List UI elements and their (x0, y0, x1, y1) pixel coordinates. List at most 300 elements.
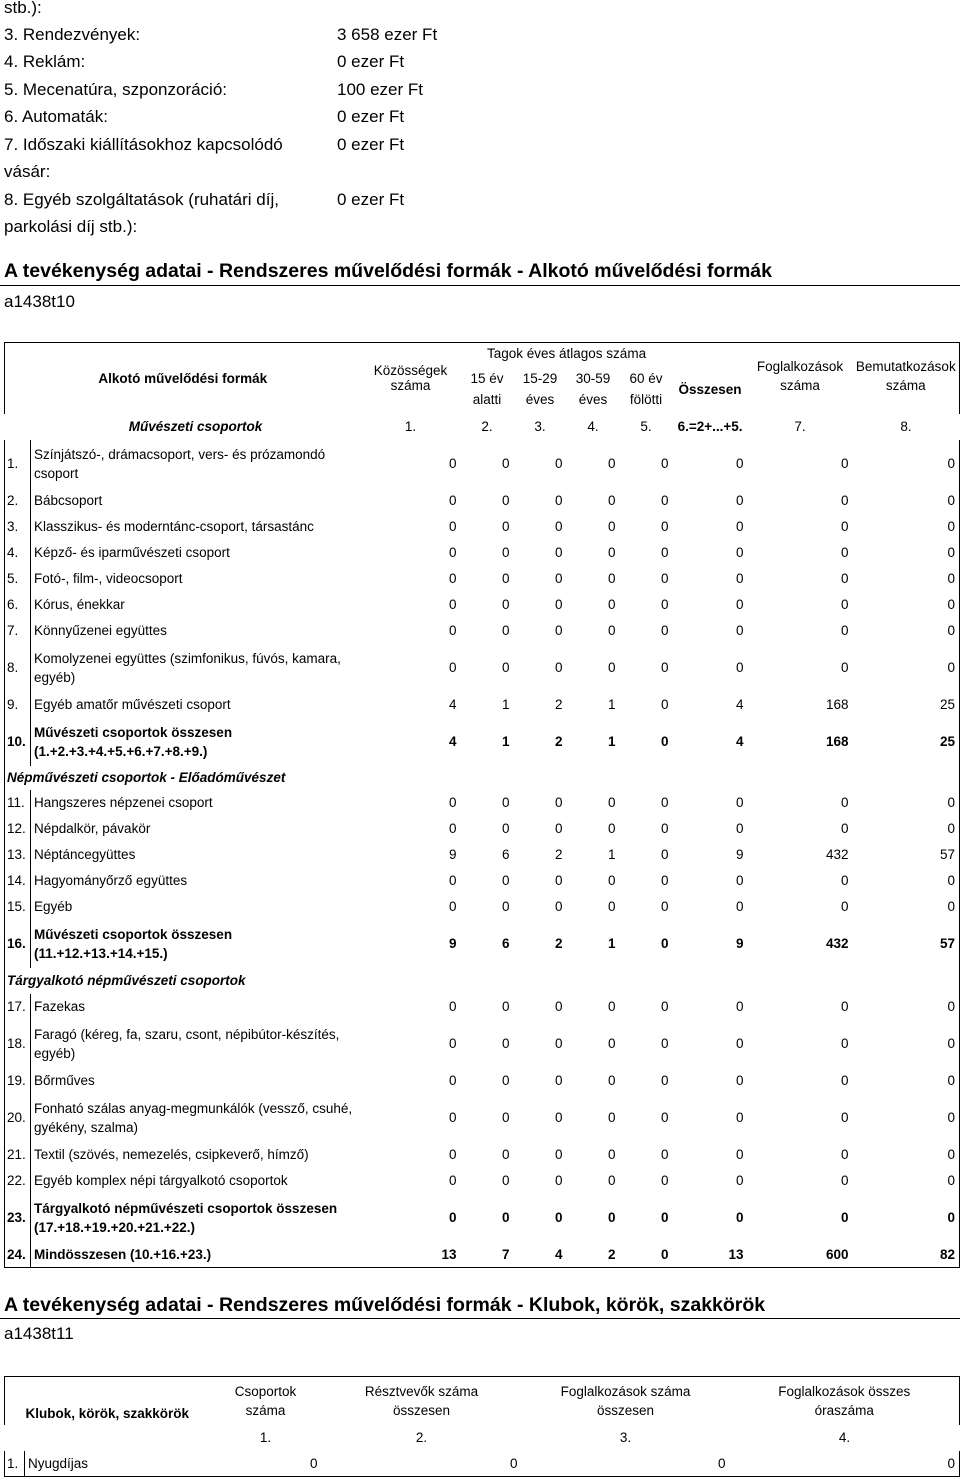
value-cell: 0 (608, 1173, 616, 1188)
participants-header (322, 1377, 522, 1425)
value-cell: 0 (555, 1073, 563, 1088)
row-number: 5. (5, 566, 31, 592)
row-number: 19. (5, 1068, 31, 1094)
section-title: A tevékenység adatai - Rendszeres művelődési formák - Alkotó művelődési formák (4, 260, 772, 282)
value-cell: 0 (736, 1147, 744, 1162)
value-cell: 0 (608, 456, 616, 471)
col-index: 5. (640, 419, 652, 434)
value-cell: 0 (736, 899, 744, 914)
value-cell: 1 (502, 734, 510, 749)
row-number: 10. (5, 718, 31, 766)
value-cell: 0 (853, 1168, 960, 1194)
value-cell: 0 (736, 597, 744, 612)
header-line: alatti (472, 392, 502, 407)
value-cell: 0 (853, 488, 960, 514)
col-index: 1. (404, 419, 417, 434)
row-number: 2. (5, 488, 31, 514)
value-cell: 0 (449, 545, 457, 560)
col-index: 2. (415, 1430, 428, 1445)
value-cell: 0 (449, 1036, 457, 1051)
value-cell: 0 (502, 1147, 510, 1162)
value-cell: 0 (449, 821, 457, 836)
value-cell: 0 (661, 697, 669, 712)
total-header: Összesen (678, 381, 742, 397)
value-cell: 0 (555, 519, 563, 534)
row-number: 7. (5, 618, 31, 644)
row-number: 21. (5, 1142, 31, 1168)
row-number: 22. (5, 1168, 31, 1194)
income-label: 5. Mecenatúra, szponzoráció: (4, 80, 228, 99)
value-cell: 0 (841, 571, 849, 586)
value-cell: 0 (555, 493, 563, 508)
row-label: Faragó (kéreg, fa, szaru, csont, népibútor-készítés, egyéb) (31, 1020, 361, 1068)
header-line: Csoportok (234, 1383, 297, 1399)
header-line: éves (525, 392, 555, 407)
row-label: Komolyzenei együttes (szimfonikus, fúvós, kamara, egyéb) (31, 644, 361, 692)
shows-header (853, 343, 960, 414)
value-cell: 0 (555, 795, 563, 810)
value-cell: 0 (502, 493, 510, 508)
sessions-header (748, 343, 853, 414)
value-cell: 0 (736, 660, 744, 675)
header-line: Foglalkozások összes (778, 1383, 911, 1399)
row-number: 12. (5, 816, 31, 842)
row-number: 23. (5, 1194, 31, 1242)
value-cell: 0 (661, 1036, 669, 1051)
row-label: Bábcsoport (31, 488, 361, 514)
table-row (5, 592, 960, 618)
table-code: a1438t10 (4, 292, 75, 311)
value-cell: 0 (661, 1173, 669, 1188)
value-cell: 0 (449, 1073, 457, 1088)
value-cell: 2 (555, 936, 563, 951)
value-cell: 0 (608, 660, 616, 675)
col-index: 4. (587, 419, 599, 434)
value-cell: 0 (555, 1147, 563, 1162)
value-cell: 9 (736, 847, 744, 862)
value-cell: 0 (736, 821, 744, 836)
value-cell: 0 (841, 1210, 849, 1225)
value-cell: 0 (661, 519, 669, 534)
value-cell: 0 (736, 456, 744, 471)
value-cell: 0 (736, 1073, 744, 1088)
value-cell: 0 (736, 795, 744, 810)
income-label: 7. Időszaki kiállításokhoz kapcsolódó (4, 135, 283, 154)
value-cell: 0 (853, 440, 960, 488)
value-cell: 0 (841, 999, 849, 1014)
value-cell: 9 (449, 847, 457, 862)
group-label: Művészeti csoportok (128, 419, 263, 434)
value-cell: 0 (555, 597, 563, 612)
hours-header (730, 1377, 960, 1425)
value-cell: 0 (736, 519, 744, 534)
value-cell: 25 (853, 692, 960, 718)
value-cell: 0 (661, 1147, 669, 1162)
row-number: 6. (5, 592, 31, 618)
income-label: 3. Rendezvények: (4, 25, 141, 44)
value-cell: 1 (608, 847, 616, 862)
header-line: összesen (596, 1402, 655, 1418)
value-cell: 0 (661, 1073, 669, 1088)
group-label: Népművészeti csoportok - Előadóművészet (5, 766, 960, 790)
table-row (5, 894, 960, 920)
row-label: Művészeti csoportok összesen (11.+12.+13.+14.+15.) (31, 920, 361, 968)
value-cell: 0 (555, 545, 563, 560)
value-cell: 0 (661, 597, 669, 612)
row-label: Tárgyalkotó népművészeti csoportok összesen (17.+18.+19.+20.+21.+22.) (31, 1194, 361, 1242)
table-row (5, 1020, 960, 1068)
row-label: Mindösszesen (10.+16.+23.) (31, 1242, 361, 1268)
value-cell: 0 (853, 1094, 960, 1142)
value-cell: 0 (555, 1210, 563, 1225)
value-cell: 0 (736, 1210, 744, 1225)
value-cell: 0 (502, 456, 510, 471)
value-cell: 0 (736, 873, 744, 888)
value-cell: 0 (608, 873, 616, 888)
value-cell: 0 (608, 795, 616, 810)
value-cell: 0 (853, 1194, 960, 1242)
col-index: 3. (534, 419, 546, 434)
value-cell: 0 (853, 1068, 960, 1094)
value-cell: 0 (853, 1142, 960, 1168)
value-cell: 0 (502, 660, 510, 675)
value-cell: 0 (661, 936, 669, 951)
value-cell: 0 (841, 873, 849, 888)
value-cell: 0 (661, 571, 669, 586)
row-label: Kórus, énekkar (31, 592, 361, 618)
row-label: Színjátszó-, drámacsoport, vers- és prózamondó csoport (31, 440, 361, 488)
value-cell: 0 (853, 1020, 960, 1068)
header-line: száma (885, 378, 926, 393)
value-cell: 0 (322, 1451, 522, 1477)
value-cell: 0 (608, 899, 616, 914)
value-cell: 25 (853, 718, 960, 766)
value-cell: 0 (620, 1242, 673, 1268)
income-label: 4. Reklám: (4, 52, 86, 71)
value-cell: 0 (449, 1110, 457, 1125)
row-label: Fonható szálas anyag-megmunkálók (vessző, csuhé, gyékény, szalma) (31, 1094, 361, 1142)
value-cell: 0 (502, 1173, 510, 1188)
age-30-59-header (567, 365, 620, 414)
value-cell: 2 (555, 697, 563, 712)
col-index: 6.=2+...+5. (677, 419, 743, 434)
income-value: 0 ezer Ft (337, 52, 405, 71)
value-cell: 0 (853, 868, 960, 894)
value-cell: 0 (449, 1210, 457, 1225)
row-label: Klasszikus- és moderntánc-csoport, társastánc (31, 514, 361, 540)
income-value: 100 ezer Ft (337, 80, 423, 99)
table-row (5, 566, 960, 592)
value-cell: 0 (555, 660, 563, 675)
sessions-header (522, 1377, 730, 1425)
header-line: fölötti (629, 392, 663, 407)
value-cell: 0 (730, 1451, 960, 1477)
header-line: száma (390, 378, 431, 394)
income-value: 0 ezer Ft (337, 190, 405, 209)
value-cell: 4 (449, 697, 457, 712)
value-cell: 0 (841, 456, 849, 471)
value-cell: 0 (841, 660, 849, 675)
row-number: 1. (5, 440, 31, 488)
value-cell: 0 (661, 545, 669, 560)
value-cell: 0 (736, 1173, 744, 1188)
table-row (5, 488, 960, 514)
age-over60-header (620, 365, 673, 414)
table-row (5, 1168, 960, 1194)
header-line: óraszáma (814, 1402, 874, 1418)
form-header: Alkotó művelődési formák (5, 343, 361, 414)
value-cell: 9 (449, 936, 457, 951)
col-index: 3. (619, 1430, 632, 1445)
table-row (5, 692, 960, 718)
value-cell: 0 (853, 644, 960, 692)
value-cell: 0 (608, 545, 616, 560)
value-cell: 6 (502, 936, 510, 951)
value-cell: 0 (449, 1173, 457, 1188)
value-cell: 0 (449, 899, 457, 914)
klubok-table (4, 1376, 960, 1477)
value-cell: 0 (841, 545, 849, 560)
value-cell: 0 (502, 795, 510, 810)
table-row (5, 514, 960, 540)
value-cell: 0 (502, 545, 510, 560)
value-cell: 0 (555, 1036, 563, 1051)
value-cell: 0 (555, 1110, 563, 1125)
row-label: Művészeti csoportok összesen (1.+2.+3.+4.+5.+6.+7.+8.+9.) (31, 718, 361, 766)
value-cell: 0 (449, 795, 457, 810)
value-cell: 0 (502, 1073, 510, 1088)
value-cell: 13 (361, 1242, 461, 1268)
value-cell: 0 (661, 456, 669, 471)
value-cell: 0 (522, 1451, 730, 1477)
value-cell: 0 (449, 519, 457, 534)
value-cell: 13 (673, 1242, 748, 1268)
value-cell: 0 (502, 519, 510, 534)
value-cell: 0 (736, 571, 744, 586)
header-line: 60 év (629, 371, 663, 386)
value-cell: 0 (841, 821, 849, 836)
value-cell: 0 (841, 1073, 849, 1088)
row-label: Könnyűzenei együttes (31, 618, 361, 644)
value-cell: 0 (853, 618, 960, 644)
value-cell: 82 (853, 1242, 960, 1268)
value-cell: 0 (661, 873, 669, 888)
value-cell: 0 (736, 623, 744, 638)
value-cell: 2 (567, 1242, 620, 1268)
value-cell: 0 (608, 1073, 616, 1088)
value-cell: 0 (449, 597, 457, 612)
value-cell: 0 (502, 821, 510, 836)
row-number: 8. (5, 644, 31, 692)
col-index: 8. (900, 419, 912, 434)
age-15-29-header (514, 365, 567, 414)
value-cell: 0 (449, 873, 457, 888)
row-label: Hangszeres népzenei csoport (31, 790, 361, 816)
value-cell: 0 (661, 493, 669, 508)
value-cell: 0 (502, 1036, 510, 1051)
value-cell: 0 (661, 821, 669, 836)
row-label: Fotó-, film-, videocsoport (31, 566, 361, 592)
value-cell: 168 (826, 734, 849, 749)
value-cell: 0 (608, 1147, 616, 1162)
alkoto-table (4, 342, 960, 1268)
income-label: 6. Automaták: (4, 107, 108, 126)
value-cell: 0 (608, 623, 616, 638)
row-number: 14. (5, 868, 31, 894)
row-number: 24. (5, 1242, 31, 1268)
members-group-header: Tagok éves átlagos száma (461, 343, 673, 365)
header-line: száma (245, 1402, 286, 1418)
income-label: parkolási díj stb.): (4, 217, 138, 236)
income-value: 3 658 ezer Ft (337, 25, 438, 44)
value-cell: 0 (608, 493, 616, 508)
value-cell: 0 (841, 1110, 849, 1125)
value-cell: 0 (661, 1210, 669, 1225)
table-row (5, 1094, 960, 1142)
form-header: Klubok, körök, szakkörök (5, 1377, 210, 1425)
value-cell: 0 (853, 540, 960, 566)
table-row (5, 816, 960, 842)
col-index: 4. (838, 1430, 851, 1445)
value-cell: 0 (853, 994, 960, 1020)
table-row (5, 994, 960, 1020)
table-row (5, 644, 960, 692)
value-cell: 0 (502, 873, 510, 888)
value-cell: 168 (826, 697, 849, 712)
row-number: 3. (5, 514, 31, 540)
header-line: Bemutatkozások (855, 359, 956, 374)
value-cell: 0 (736, 493, 744, 508)
col-index: 2. (481, 419, 493, 434)
table-row (5, 790, 960, 816)
value-cell: 0 (853, 566, 960, 592)
table-row (5, 1451, 960, 1477)
table-row (5, 618, 960, 644)
header-line: 30-59 (575, 371, 611, 386)
value-cell: 4 (736, 734, 744, 749)
value-cell: 0 (449, 456, 457, 471)
value-cell: 0 (555, 571, 563, 586)
table-row (5, 868, 960, 894)
groups-header (210, 1377, 322, 1425)
row-label: Egyéb amatőr művészeti csoport (31, 692, 361, 718)
value-cell: 7 (461, 1242, 514, 1268)
value-cell: 9 (736, 936, 744, 951)
row-label: Képző- és iparművészeti csoport (31, 540, 361, 566)
row-label: Bőrműves (31, 1068, 361, 1094)
income-value: 0 ezer Ft (337, 135, 405, 154)
value-cell: 0 (661, 999, 669, 1014)
value-cell: 0 (502, 623, 510, 638)
value-cell: 0 (502, 1110, 510, 1125)
row-number: 17. (5, 994, 31, 1020)
table-code: a1438t11 (4, 1324, 74, 1343)
value-cell: 0 (853, 894, 960, 920)
value-cell: 0 (608, 1110, 616, 1125)
value-cell: 0 (449, 623, 457, 638)
value-cell: 0 (841, 1173, 849, 1188)
income-label: 8. Egyéb szolgáltatások (ruhatári díj, (4, 190, 279, 209)
value-cell: 0 (449, 999, 457, 1014)
row-number: 18. (5, 1020, 31, 1068)
table-row (5, 1194, 960, 1242)
table-row (5, 920, 960, 968)
value-cell: 0 (502, 899, 510, 914)
value-cell: 0 (608, 597, 616, 612)
divider (0, 1318, 960, 1319)
value-cell: 0 (555, 873, 563, 888)
value-cell: 0 (449, 660, 457, 675)
value-cell: 0 (841, 1147, 849, 1162)
value-cell: 0 (608, 519, 616, 534)
value-cell: 0 (502, 999, 510, 1014)
header-line: 15-29 (522, 371, 558, 386)
row-number: 16. (5, 920, 31, 968)
row-label: Textil (szövés, nemezelés, csipkeverő, hímző) (31, 1142, 361, 1168)
value-cell: 1 (608, 936, 616, 951)
value-cell: 1 (502, 697, 510, 712)
table-row (5, 718, 960, 766)
value-cell: 0 (853, 514, 960, 540)
table-row (5, 1068, 960, 1094)
value-cell: 0 (608, 1036, 616, 1051)
col-index: 1. (259, 1430, 272, 1445)
value-cell: 0 (555, 623, 563, 638)
value-cell: 0 (841, 493, 849, 508)
header-line: Foglalkozások (756, 359, 844, 374)
value-cell: 0 (661, 1110, 669, 1125)
table-row (5, 540, 960, 566)
value-cell: 0 (502, 597, 510, 612)
value-cell: 0 (736, 1036, 744, 1051)
row-number: 9. (5, 692, 31, 718)
row-label: Néptáncegyüttes (31, 842, 361, 868)
row-label: Fazekas (31, 994, 361, 1020)
value-cell: 6 (502, 847, 510, 862)
value-cell: 0 (841, 597, 849, 612)
value-cell: 0 (853, 816, 960, 842)
value-cell: 0 (661, 795, 669, 810)
row-label: Nyugdíjas (25, 1451, 210, 1477)
value-cell: 0 (555, 999, 563, 1014)
value-cell: 0 (555, 899, 563, 914)
row-number: 11. (5, 790, 31, 816)
row-number: 1. (5, 1451, 25, 1477)
income-value: 0 ezer Ft (337, 107, 405, 126)
value-cell: 0 (449, 1147, 457, 1162)
value-cell: 0 (841, 1036, 849, 1051)
value-cell: 0 (555, 1173, 563, 1188)
row-number: 15. (5, 894, 31, 920)
header-line: Résztvevők száma (364, 1383, 479, 1399)
value-cell: 432 (826, 936, 849, 951)
section-title: A tevékenység adatai - Rendszeres művelődési formák - Klubok, körök, szakkörök (4, 1294, 766, 1316)
value-cell: 2 (555, 847, 563, 862)
value-cell: 4 (449, 734, 457, 749)
value-cell: 57 (853, 842, 960, 868)
value-cell: 0 (841, 899, 849, 914)
value-cell: 0 (661, 660, 669, 675)
age-under15-header (461, 365, 514, 414)
row-number: 4. (5, 540, 31, 566)
income-label: vásár: (4, 162, 51, 181)
income-label: stb.): (4, 0, 42, 17)
row-label: Egyéb komplex népi tárgyalkotó csoportok (31, 1168, 361, 1194)
table-row (5, 1242, 960, 1268)
value-cell: 0 (608, 1210, 616, 1225)
header-line: száma (780, 378, 820, 393)
value-cell: 0 (210, 1451, 322, 1477)
